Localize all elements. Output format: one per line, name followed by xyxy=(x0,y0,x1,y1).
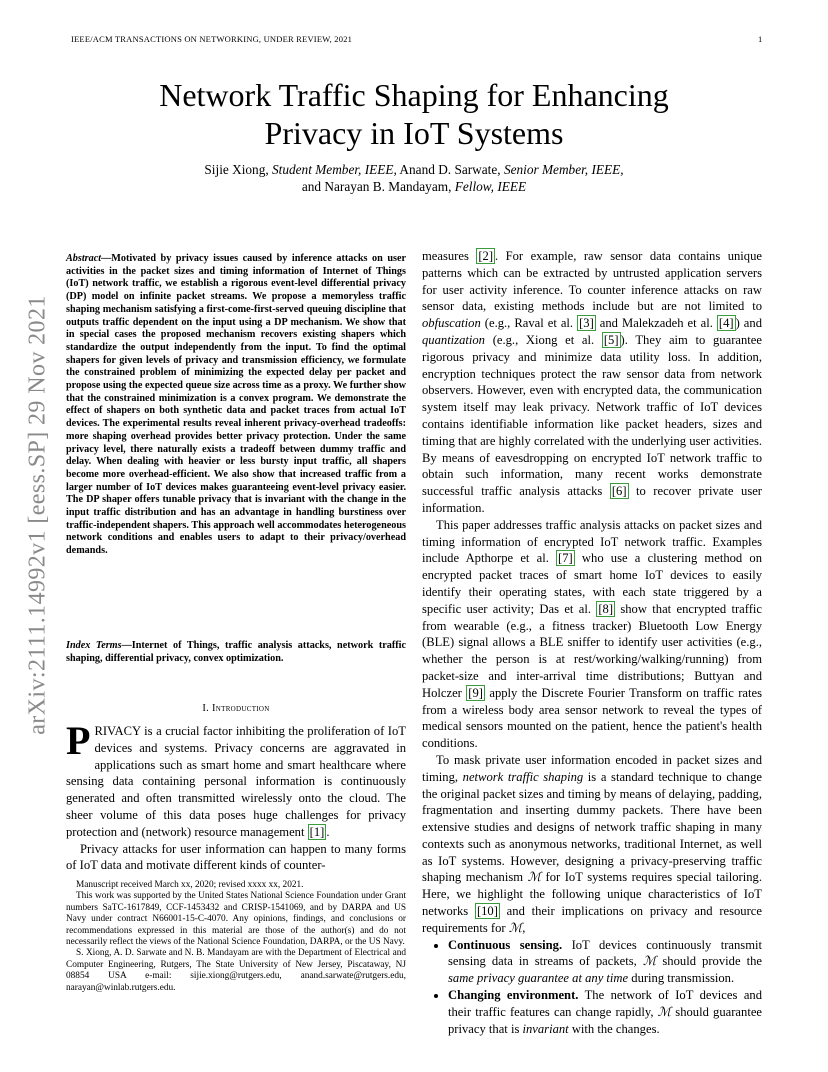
intro-paragraph-2: Privacy attacks for user information can happen to many forms of IoT data and motivate different kinds of counter- xyxy=(66,841,406,873)
characteristics-list xyxy=(422,937,762,1038)
intro-body xyxy=(66,718,406,874)
paper-title xyxy=(0,76,828,152)
author-2-role: Senior Member, IEEE, xyxy=(503,162,624,177)
index-terms-text: —Internet of Things, traffic analysis attacks, network traffic shaping, differential privacy, convex optimization. xyxy=(66,640,406,664)
citation-10[interactable]: [10] xyxy=(476,904,498,919)
abstract xyxy=(66,253,406,558)
intro-paragraph-1: PRIVACY is a crucial factor inhibiting the proliferation of IoT devices and systems. Privacy concerns are aggravated in applications such as smart home and smart healthcare where sensing data containing personal information is continuously generated and often transmitted wirelessly onto the cloud. The sheer volume of this data poses huge challenges for privacy protection and (network) resource management [1] . xyxy=(66,718,406,839)
citation-1[interactable]: [1] xyxy=(309,824,325,839)
list-item: • Continuous sensing. IoT devices continuously transmit sensing data in streams of packets, ℳ should provide the same privacy guarantee at any time during transmission. xyxy=(448,937,762,987)
author-2: Anand D. Sarwate, xyxy=(399,162,501,177)
citation-8[interactable]: [8] xyxy=(598,601,614,616)
citation-4[interactable]: [4] xyxy=(718,316,734,331)
author-1: Sijie Xiong, xyxy=(204,162,269,177)
running-header: IEEE/ACM TRANSACTIONS ON NETWORKING, UNDER REVIEW, 2021 xyxy=(71,34,353,44)
author-list xyxy=(0,161,828,195)
title-line-1: Network Traffic Shaping for Enhancing xyxy=(159,77,669,113)
arxiv-identifier: arXiv:2111.14992v1 [eess.SP] 29 Nov 2021 xyxy=(24,295,51,735)
citation-3[interactable]: [3] xyxy=(579,316,594,331)
right-paragraph-1: measures [2] . For example, raw sensor data contains unique patterns which can be extracted by untrusted application servers for user activity inference. To counter inference attacks on raw sensor data, existing methods include but are not limited to obfuscation (e.g., Raval et al. [3] and Malekzadeh et al. [4] ) and quantization (e.g., Xiong et al. [5] ). They aim to guarantee rigorous privacy and minimize data utility loss. In addition, encryption techniques protect the raw sensor data from network observers. However, even with encrypted data, the communication system itself may leak privacy. Network traffic of IoT devices contains identifiable information like packet headers, sizes and timing that are highly correlated with the underlying user activities. By means of eavesdropping on encrypted IoT network traffic to obtain such information, many recent works demonstrate successful traffic analysis attacks [6] to recover private user information. xyxy=(422,249,763,515)
footnote-funding: This work was supported by the United States National Science Foundation under Grant numbers SaTC-1617849, CCF-1453432 and CRISP-1541069, and by DARPA and US Navy under contract N66001-15-C-4070. Any opinions, findings, and conclusions or recommendations expressed in this material are those of the author(s) and do not necessarily reflect the views of the National Science Foundation, DARPA, or the US Navy. xyxy=(66,891,406,948)
footnote-affiliation: S. Xiong, A. D. Sarwate and N. B. Mandayam are with the Department of Electrical and Computer Engineering, Rutgers, The State University of New Jersey, Piscataway, NJ 08854 USA e-mail: sijie.xiong@rutgers.edu, anand.sarwate@rutgers.edu, narayan@winlab.rutgers.edu. xyxy=(66,948,406,993)
section-heading-introduction: I. Introduction xyxy=(202,703,270,714)
index-terms xyxy=(66,640,406,665)
page-number: 1 xyxy=(758,34,763,44)
citation-5[interactable]: [5] xyxy=(603,332,619,347)
author-3: and Narayan B. Mandayam, xyxy=(301,179,452,194)
citation-6[interactable]: [6] xyxy=(611,484,627,499)
footnotes xyxy=(66,880,406,994)
drop-cap: P xyxy=(66,718,91,763)
right-paragraph-2: This paper addresses traffic analysis attacks on packet sizes and timing information of encrypted IoT network traffic. Examples include Apthorpe et al. [7] who use a clustering method on encrypted packet traces of smart home IoT devices to easily identify their operating states, with each state triggered by a specific user activity; Das et al. [8] show that encrypted traffic from wearable (e.g., a fitness tracker) Bluetooth Low Energy (BLE) signal allows a BLE sniffer to identify user activities (e.g., whether the person is at rest/working/walking/running) from packet-size and inter-arrival time distributions; Buttyan and Holczer [9] apply the Discrete Fourier Transform on traffic rates from a wireless body area sensor network to reveal the types of medical sensors mounted on the patient, hence the patient's health conditions. xyxy=(422,517,763,751)
citation-7[interactable]: [7] xyxy=(558,551,573,566)
right-paragraph-3: To mask private user information encoded in packet sizes and timing, network traffic shaping is a standard technique to change the original packet sizes and timing by means of delaying, padding, fragmentation and inserting dummy packets. There have been extensive studies and designs of network traffic shaping in many contexts such as anonymous networks, traditional Internet, as well as IoT systems. However, designing a privacy-preserving traffic shaping mechanism ℳ for IoT systems requires special tailoring. Here, we highlight the following unique characteristics of IoT networks [10] and their implications on privacy and resource requirements for ℳ, xyxy=(422,752,762,935)
title-line-2: Privacy in IoT Systems xyxy=(264,115,564,151)
author-1-role: Student Member, IEEE, xyxy=(272,162,397,177)
abstract-text: —Motivated by privacy issues caused by inference attacks on user activities in the packet sizes and timing information of Internet of Things (IoT) network traffic, we establish a rigorous event-level differential privacy (DP) model on infinite packet streams. We propose a memoryless traffic shaping mechanism satisfying a first-come-first-served queuing discipline that outputs traffic dependent on the input using a DP mechanism. We show that in special cases the proposed mechanism recovers existing shapers which standardize the output independently from the input. To find the optimal shapers for given levels of privacy and transmission efficiency, we formulate the constrained problem of minimizing the expected delay per packet and propose using the expected queue size across time as a proxy. We further show that the constrained minimization is a convex program. We demonstrate the effect of shapers on both synthetic data and packet traces from actual IoT devices. The experimental results reveal inherent privacy-overhead tradeoffs: more shaping overhead provides better privacy protection. Under the same privacy level, there naturally exists a tradeoff between dummy traffic and delay. When dealing with heavier or less bursty input traffic, all shapers become more overhead-efficient. We also show that increased traffic from a larger number of IoT devices makes guaranteeing event-level privacy easier. The DP shaper offers tunable privacy that is invariant with the change in the input traffic distribution and has an advantage in handling burstiness over traffic-independent shapers. This approach well accommodates heterogeneous network conditions and enables users to adapt to their privacy/overhead demands. xyxy=(66,253,406,557)
list-item: • Changing environment. The network of IoT devices and their traffic features can change rapidly, ℳ should guarantee privacy that is invariant with the changes. xyxy=(448,987,762,1037)
citation-2[interactable]: [2] xyxy=(478,249,494,263)
right-column xyxy=(422,248,762,1037)
citation-9[interactable]: [9] xyxy=(468,685,483,700)
arxiv-sidebar xyxy=(22,280,54,750)
abstract-label: Abstract xyxy=(66,253,102,264)
footnote-manuscript: Manuscript received March xx, 2020; revised xxxx xx, 2021. xyxy=(76,880,304,890)
index-terms-label: Index Terms xyxy=(66,640,122,651)
author-3-role: Fellow, IEEE xyxy=(454,179,527,194)
